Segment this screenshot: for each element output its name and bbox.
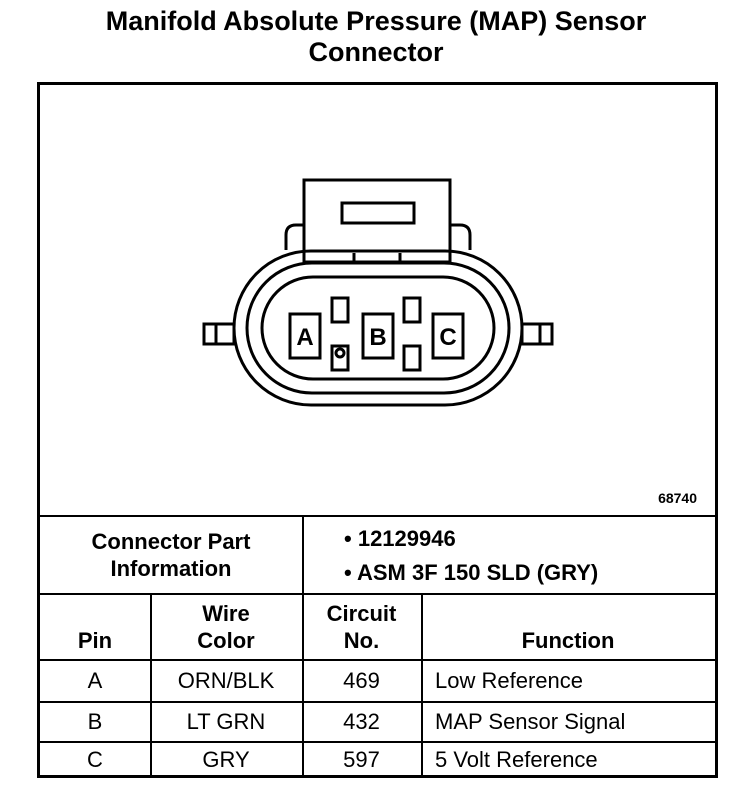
connector-drawing	[40, 85, 715, 518]
header-pin: Pin	[77, 628, 113, 653]
header-function: Function	[521, 628, 615, 653]
part-number: • 12129946	[344, 522, 598, 556]
cavity-label-a: A	[296, 324, 314, 351]
latch-shoulder	[286, 225, 470, 250]
row-a-wire: ORN/BLK	[177, 668, 275, 693]
cavity-label-c: C	[439, 324, 457, 351]
part-info-divider	[302, 515, 304, 595]
row-c-wire: GRY	[202, 747, 250, 772]
key-3	[404, 298, 420, 322]
row-b-function: MAP Sensor Signal	[435, 709, 626, 734]
header-circuit: Circuit No.	[326, 601, 397, 653]
row-a-circuit: 469	[343, 668, 380, 693]
row-a-function: Low Reference	[435, 668, 583, 693]
left-tab	[204, 324, 234, 344]
page-title	[0, 6, 752, 68]
part-info-label: Connector Part Information	[91, 529, 251, 581]
row-c-circuit: 597	[343, 747, 380, 772]
right-tab	[522, 324, 552, 344]
row-b-circuit: 432	[343, 709, 380, 734]
title-line-2: Connector	[308, 37, 444, 67]
key-1	[332, 298, 348, 322]
part-description: • ASM 3F 150 SLD (GRY)	[344, 556, 598, 590]
title-line-1: Manifold Absolute Pressure (MAP) Sensor	[105, 6, 647, 36]
key-4	[404, 346, 420, 370]
header-wire-color: Wire Color	[197, 601, 255, 653]
row-c-pin: C	[87, 747, 103, 772]
row-b-pin: B	[87, 709, 103, 734]
row-a-pin: A	[87, 668, 103, 693]
cavity-label-b: B	[369, 324, 387, 351]
col-divider-3	[421, 593, 423, 775]
connector-frame	[37, 82, 718, 778]
row-c-function: 5 Volt Reference	[435, 747, 598, 772]
row-b-wire: LT GRN	[186, 709, 266, 734]
part-info-list	[344, 522, 598, 590]
figure-number: 68740	[658, 490, 697, 506]
latch-slot	[342, 203, 414, 223]
key-2-dot	[336, 349, 344, 357]
